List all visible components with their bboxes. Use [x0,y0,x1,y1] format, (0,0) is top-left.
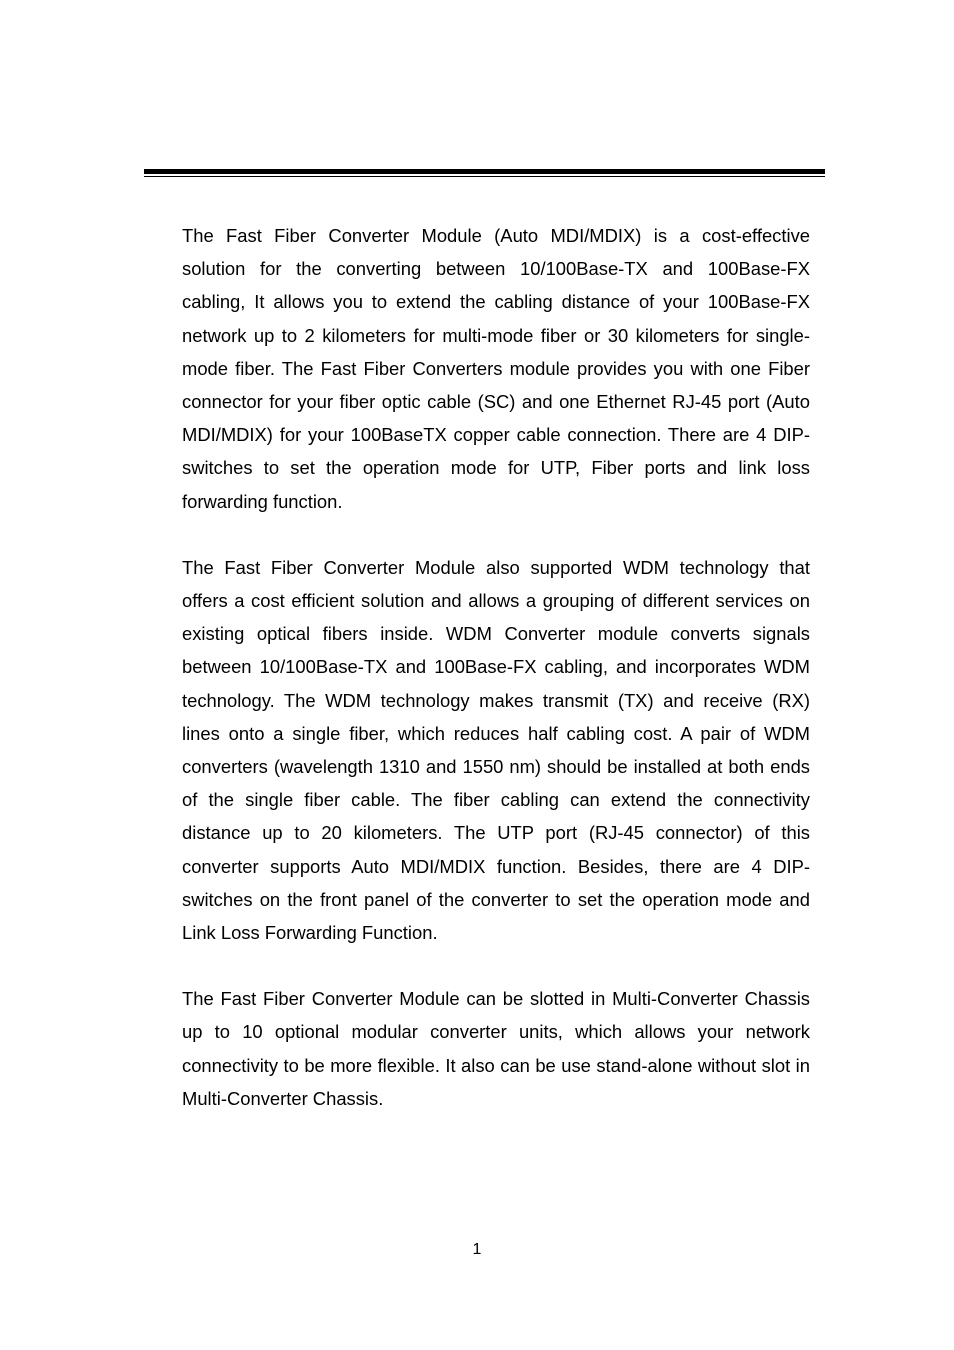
page-number: 1 [472,1241,482,1258]
document-body [182,219,810,1148]
paragraph-chassis: The Fast Fiber Converter Module can be slotted in Multi-Converter Chassis up to 10 optional modular converter units, which allows your network connectivity to be more flexible. It also can be use stand-alone without slot in Multi-Converter Chassis. [182,988,810,1109]
paragraph-intro: The Fast Fiber Converter Module (Auto MDI/MDIX) is a cost-effective solution for the converting between 10/100Base-TX and 100Base-FX cabling, It allows you to extend the cabling distance of your 100Base-FX network up to 2 kilometers for multi-mode fiber or 30 kilometers for single-mode fiber. The Fast Fiber Converters module provides you with one Fiber connector for your fiber optic cable (SC) and one Ethernet RJ-45 port (Auto MDI/MDIX) for your 100BaseTX copper cable connection. There are 4 DIP- switches to set the operation mode for UTP, Fiber ports and link loss forwarding function. [182,225,810,512]
header-rule [144,169,825,177]
paragraph-wdm: The Fast Fiber Converter Module also supported WDM technology that offers a cost efficient solution and allows a grouping of different services on existing optical fibers inside. WDM Converter module converts signals between 10/100Base-TX and 100Base-FX cabling, and incorporates WDM technology. The WDM technology makes transmit (TX) and receive (RX) lines onto a single fiber, which reduces half cabling cost. A pair of WDM converters (wavelength 1310 and 1550 nm) should be installed at both ends of the single fiber cable. The fiber cabling can extend the connectivity distance up to 20 kilometers. The UTP port (RJ-45 connector) of this converter supports Auto MDI/MDIX function. Besides, there are 4 DIP- switches on the front panel of the converter to set the operation mode and Link Loss Forwarding Function. [182,556,810,944]
